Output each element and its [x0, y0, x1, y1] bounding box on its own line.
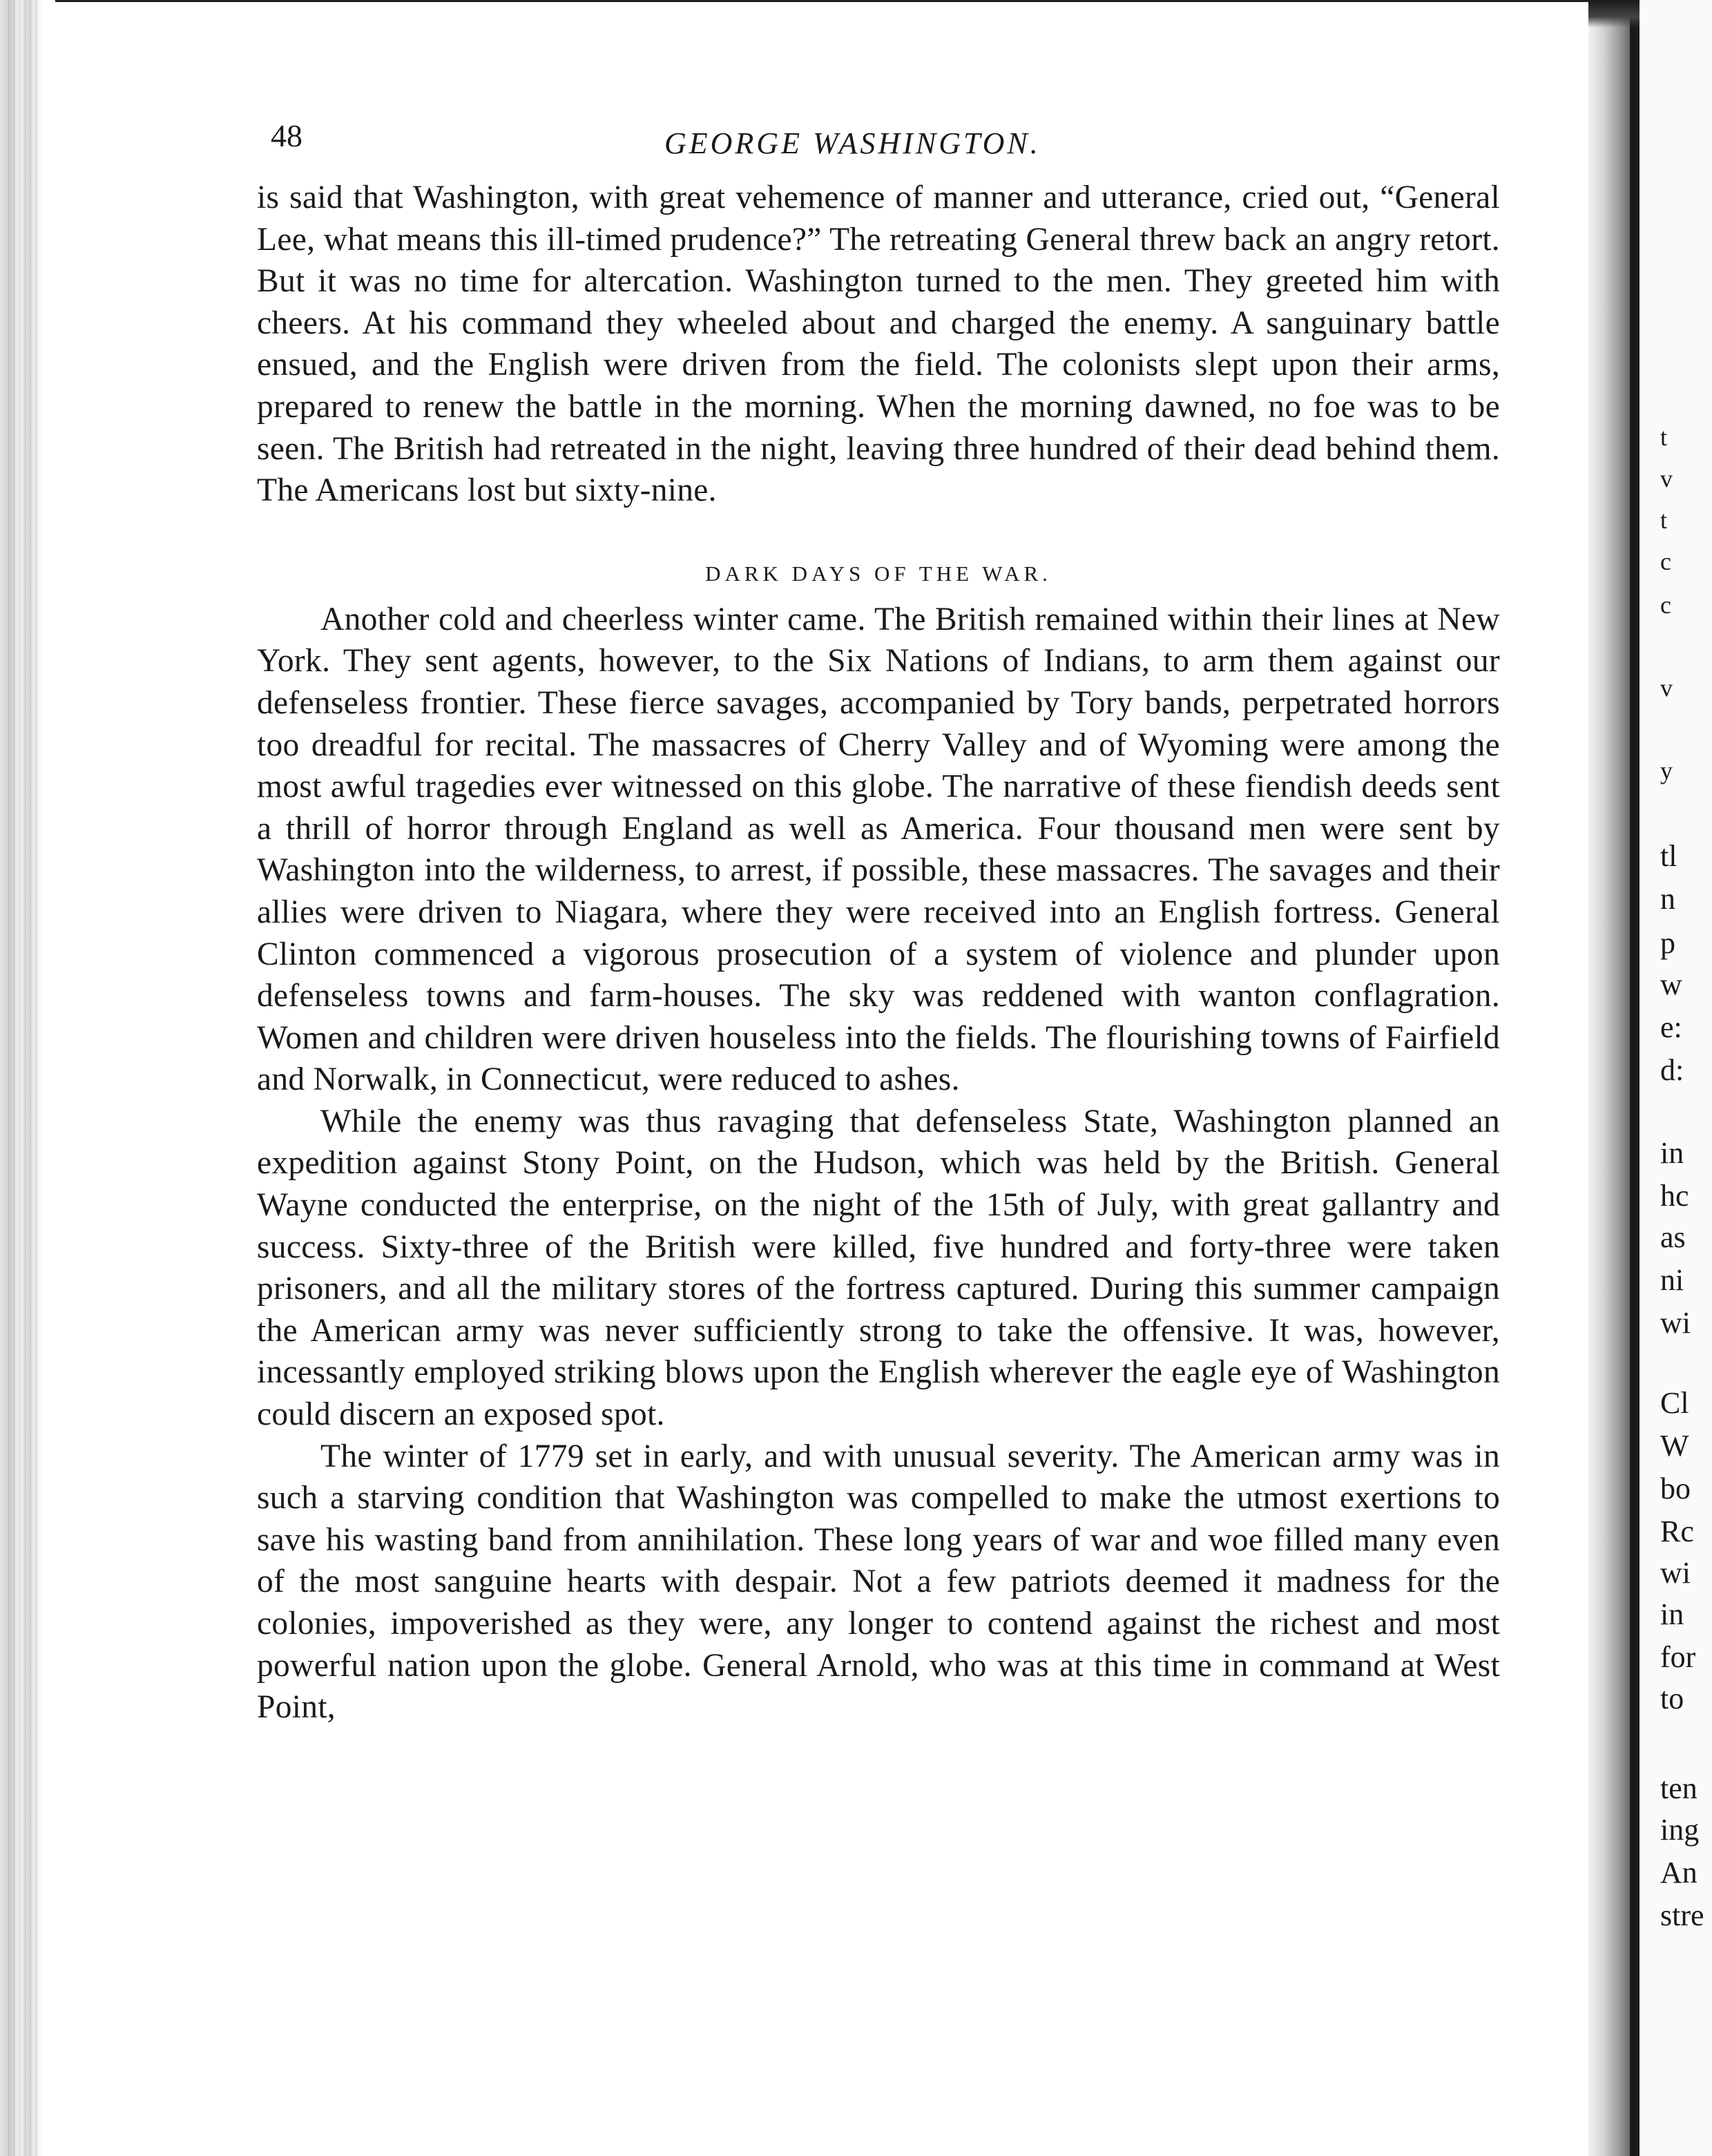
right-binding-shadow — [1588, 0, 1630, 2156]
facing-fragment: n — [1660, 882, 1675, 916]
facing-fragment: in — [1660, 1597, 1684, 1631]
facing-fragment: y — [1660, 757, 1673, 785]
facing-fragment: wi — [1660, 1556, 1691, 1590]
facing-fragment: to — [1660, 1682, 1684, 1715]
facing-fragment: d: — [1660, 1053, 1684, 1087]
body-paragraph: The winter of 1779 set in early, and with unusual severity. The American army was in such a starving condition that Washington was compelled to make the utmost exertions to save his wasting band from annihilation. These long years of war and woe filled many even of the most sanguine hearts with despair. Not a few patriots deemed it madness for the colonies, impoverished as they were, any longer to contend against the richest and most powerful nation upon the globe. General Arnold, who was at this time in command at West Point, — [257, 1438, 1500, 1726]
facing-fragment: c — [1660, 548, 1671, 575]
page-number: 48 — [271, 118, 302, 153]
section-heading: DARK DAYS OF THE WAR. — [705, 561, 1052, 586]
facing-fragment: p — [1660, 926, 1675, 960]
body-paragraph: Another cold and cheerless winter came. The British remained within their lines at New York. They sent agents, however, to the Six Nations of Indians, to arm them against our defenseless frontier. These fierce savages, accompanied by Tory bands, perpetrated horrors too dreadful for recital. The massacres of Cherry Valley and of Wyoming were among the most awful tragedies ever witnessed on this globe. The narrative of these fiendish deeds sent a thrill of horror through England as well as America. Four thousand men were sent by Washington into the wilderness, to arrest, if possible, these massacres. The savages and their allies were driven to Niagara, where they were received into an English fortress. General Clinton commenced a vigorous prosecution of a system of violence and plunder upon defenseless towns and farm-houses. The sky was reddened with wanton conflagration. Women and children were driven houseless into the fields. The flourishing towns of Fairfield and Norwalk, in Connecticut, were reduced to ashes. — [257, 601, 1500, 1098]
facing-fragment: hc — [1660, 1179, 1689, 1213]
facing-fragment: An — [1660, 1856, 1697, 1889]
facing-fragment: for — [1660, 1640, 1696, 1674]
facing-fragment: ing — [1660, 1813, 1700, 1847]
running-title: GEORGE WASHINGTON. — [664, 126, 1041, 160]
facing-fragment: tl — [1660, 839, 1677, 873]
facing-fragment: w — [1660, 968, 1682, 1001]
body-paragraph: While the enemy was thus ravaging that defenseless State, Washington planned an expedition against Stony Point, on the Hudson, which was held by the British. General Wayne conducted the enterprise, on the night of the 15th of July, with great gallantry and success. Sixty-three of the British were killed, five hundred and forty-three were taken prisoners, and all the military stores of the fortress captured. During this summer campaign the American army was never sufficiently strong to take the offensive. It was, however, incessantly employed striking blows upon the English wherever the eagle eye of Washington could discern an exposed spot. — [257, 1103, 1500, 1433]
facing-fragment: c — [1660, 591, 1671, 619]
facing-fragment: Cl — [1660, 1386, 1689, 1420]
facing-fragment: as — [1660, 1220, 1686, 1254]
facing-fragment: ni — [1660, 1263, 1684, 1297]
facing-fragment: wi — [1660, 1306, 1691, 1340]
facing-fragment: W — [1660, 1429, 1689, 1463]
running-head — [257, 110, 1500, 173]
book-page — [257, 110, 1500, 1729]
book-gutter — [1630, 0, 1639, 2156]
facing-fragment: in — [1660, 1136, 1684, 1170]
facing-fragment: v — [1660, 674, 1673, 702]
left-binding-page-edges — [4, 0, 39, 2156]
facing-fragment: t — [1660, 506, 1668, 534]
facing-fragment: Rc — [1660, 1514, 1694, 1548]
top-edge-rule — [55, 0, 1588, 2]
facing-fragment: t — [1660, 423, 1668, 451]
body-paragraph: is said that Washington, with great vehemence of manner and utterance, cried out, “General Lee, what means this ill-timed prudence?” The retreating General threw back an angry retort. But it was no time for altercation. Washington turned to the men. They greeted him with cheers. At his command they wheeled about and charged the enemy. A sanguinary battle ensued, and the English were driven from the field. The colonists slept upon their arms, prepared to renew the battle in the morning. When the morning dawned, no foe was to be seen. The British had retreated in the night, leaving three hundred of their dead behind them. The Americans lost but sixty-nine. — [257, 180, 1500, 509]
facing-fragment: v — [1660, 465, 1673, 492]
facing-fragment: e: — [1660, 1010, 1682, 1044]
facing-fragment: bo — [1660, 1472, 1691, 1505]
facing-page-fragment — [1639, 0, 1712, 2156]
facing-fragment: ten — [1660, 1771, 1697, 1805]
facing-fragment: stre — [1660, 1898, 1704, 1932]
